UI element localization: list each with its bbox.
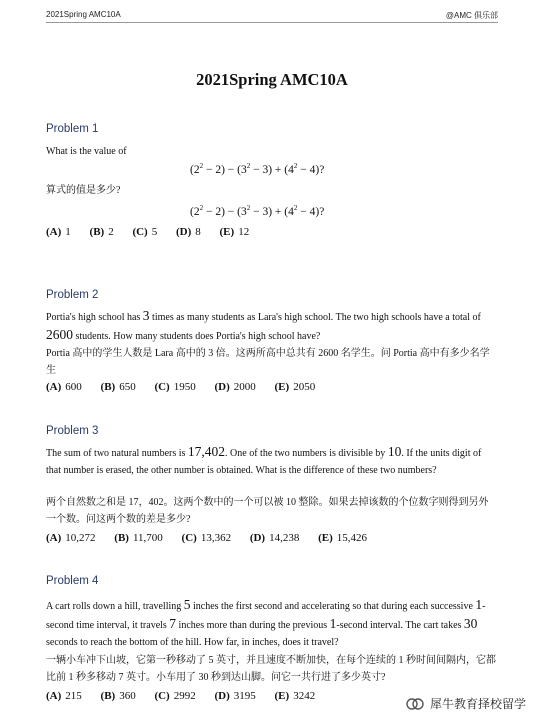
choice-label: (C) (154, 690, 170, 702)
problem-1-question-cn: 算式的值是多少? (46, 185, 121, 196)
choice-label: (E) (274, 381, 290, 393)
problem-2-question-cn: Portia 高中的学生人数是 Lara 高中的 3 倍。这两所高中总共有 2600 名学生。问 Portia 高中有多少名学生 (46, 348, 490, 376)
choice-d (214, 690, 255, 702)
choice-c (132, 226, 157, 238)
choice-value: 14,238 (269, 532, 300, 544)
page-title: 2021Spring AMC10A (196, 70, 348, 89)
choice-value: 2050 (293, 381, 316, 393)
choice-label: (D) (214, 690, 230, 702)
choice-value: 2000 (233, 381, 256, 393)
choice-label: (E) (318, 532, 333, 544)
problem-4-question-cn: 一辆小车冲下山坡，它第一秒移动了 5 英寸，并且速度不断加快，在每个连续的 1 秒时间间隔内，它都比前 1 秒多移动 7 英寸。小车用了 30 秒到达山脚。问它一共行进了多少英寸? (46, 655, 496, 683)
choice-b (101, 381, 136, 393)
choice-label: (B) (100, 690, 116, 702)
choice-e (318, 532, 367, 544)
choice-e (220, 226, 250, 238)
choice-value: 8 (195, 226, 201, 238)
choice-value: 2992 (173, 690, 196, 702)
problem-1-expression-repeat: $(2^2 - 2) - (3^2 - 3) + (4^2 - 4)$? (190, 204, 325, 218)
choice-b (90, 226, 114, 238)
choice-a (46, 690, 82, 702)
choice-value: 15,426 (336, 532, 368, 544)
problem-1-choices (46, 226, 265, 238)
choice-value: 3195 (233, 690, 256, 702)
header-left: 2021Spring AMC10A (46, 10, 121, 19)
choice-label: (D) (175, 226, 192, 238)
wechat-channel-icon (406, 697, 424, 711)
choice-value: 360 (119, 690, 136, 702)
choice-label: (B) (89, 226, 105, 238)
choice-b (114, 532, 163, 544)
choice-label: (A) (46, 690, 62, 702)
choice-label: (A) (46, 226, 62, 238)
choice-label: (B) (114, 532, 129, 544)
choice-e (275, 381, 316, 393)
choice-label: (A) (46, 381, 62, 393)
choice-value: 650 (119, 381, 136, 393)
choice-label: (D) (249, 532, 266, 544)
choice-value: 5 (151, 226, 158, 238)
problem-4-title: Problem 4 (46, 575, 99, 587)
choice-d (176, 226, 201, 238)
header-right: @AMC 俱乐部 (445, 11, 498, 20)
choice-a (46, 532, 96, 544)
problem-1-question-en: What is the value of (46, 146, 127, 157)
choice-label: (C) (154, 381, 170, 393)
problem-2-title: Problem 2 (46, 289, 99, 301)
problem-3-title: Problem 3 (46, 425, 99, 437)
problem-1-expression: $(2^2 - 2) - (3^2 - 3) + (4^2 - 4)$? (190, 162, 325, 176)
choice-a (46, 381, 82, 393)
problem-2-choices (46, 381, 331, 393)
choice-value: 2 (108, 226, 114, 238)
problem-1-title: Problem 1 (46, 123, 99, 135)
choice-a (46, 226, 71, 238)
choice-label: (C) (181, 532, 197, 544)
choice-label: (B) (100, 381, 116, 393)
choice-value: 10,272 (65, 532, 96, 544)
watermark-text: 犀牛教育择校留学 (429, 697, 526, 711)
problem-4-choices (46, 690, 331, 702)
problem-3-question-en: The sum of two natural numbers is 17,402. One of the two numbers is divisible by 10. If the units digit of that number is erased, the other number is obtained. What is the difference of these two numbers? (46, 444, 482, 476)
choice-d (250, 532, 300, 544)
choice-value: 1 (65, 226, 71, 238)
problem-3-question-cn: 两个自然数之和是 17，402。这两个数中的一个可以被 10 整除。如果去掉该数的个位数字则得到另外一个数。问这两个数的差是多少? (46, 497, 489, 525)
choice-value: 1950 (173, 381, 196, 393)
choice-label: (E) (274, 690, 290, 702)
problem-4-question-en: A cart rolls down a hill, travelling 5 inches the first second and accelerating so that during each successive 1-second time interval, it travels 7 inches more than during the previous 1-second interval. The cart takes 30 seconds to reach the bottom of the hill. How far, in inches, does it travel? (46, 597, 486, 648)
choice-value: 11,700 (132, 532, 163, 544)
choice-value: 215 (65, 690, 82, 702)
choice-value: 3242 (293, 690, 316, 702)
choice-e (275, 690, 316, 702)
choice-d (214, 381, 255, 393)
choice-label: (A) (46, 532, 62, 544)
watermark (406, 695, 526, 712)
problem-2-question-en: Portia's high school has 3 times as many students as Lara's high school. The two high schools have a total of 2600 students. How many students does Portia's high school have? (46, 308, 481, 342)
choice-value: 13,362 (200, 532, 232, 544)
choice-value: 600 (65, 381, 82, 393)
choice-c (154, 690, 195, 702)
page-header (46, 8, 498, 23)
choice-c (154, 381, 195, 393)
choice-label: (E) (219, 226, 235, 238)
choice-label: (C) (132, 226, 148, 238)
choice-value: 12 (238, 226, 250, 238)
choice-b (101, 690, 136, 702)
problem-3-choices (46, 532, 383, 544)
choice-c (182, 532, 232, 544)
choice-label: (D) (214, 381, 230, 393)
